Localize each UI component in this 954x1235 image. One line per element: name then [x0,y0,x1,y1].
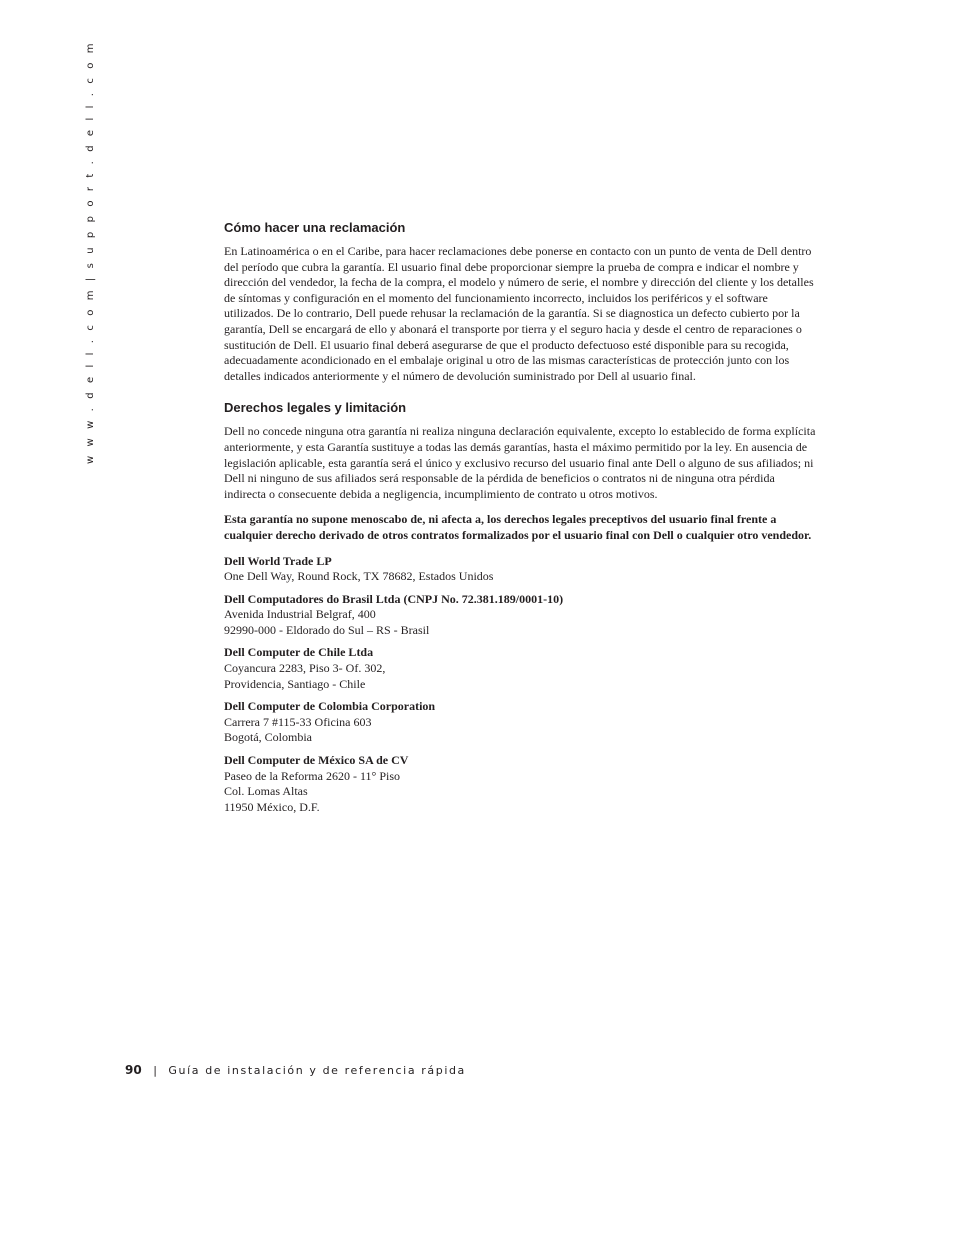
footer-title: Guía de instalación y de referencia rápida [168,1064,466,1077]
address-line: 11950 México, D.F. [224,799,320,814]
address-block [224,753,816,815]
section-title: Cómo hacer una reclamación [224,220,406,235]
section-como-hacer-reclamacion [224,218,816,384]
page-footer [125,1062,466,1079]
address-line: Paseo de la Reforma 2620 - 11° Piso [224,768,400,783]
section-title: Derechos legales y limitación [224,400,407,416]
footer-separator: | [153,1064,157,1077]
page-number: 90 [125,1063,142,1077]
company-name: Dell Computadores do Brasil Ltda (CNPJ No. 72.381.189/0001-10) [224,591,564,606]
company-name: Dell Computer de Colombia Corporation [224,699,436,714]
address-line: Bogotá, Colombia [224,730,312,745]
address-block [224,699,816,746]
company-name: Dell World Trade LP [224,553,332,568]
address-line: Carrera 7 #115-33 Oficina 603 [224,714,372,729]
address-line: Col. Lomas Altas [224,784,308,799]
address-line: One Dell Way, Round Rock, TX 78682, Estados Unidos [224,569,494,584]
section-paragraph: En Latinoamérica o en el Caribe, para hacer reclamaciones debe ponerse en contacto con un punto de venta de Dell dentro del período que cubra la garantía. El usuario final debe proporcionar siempre la prueba de compra e indicar el nombre y dirección del vendedor, la fecha de la compra, el modelo y número de serie, el nombre y dirección del cliente y los detalles de síntomas y configuración en el momento del funcionamiento incorrecto, incluidos los periféricos y el software utilizados. De lo contrario, Dell puede rehusar la reclamación de la garantía. Si se diagnostica un defecto cubierto por la garantía, Dell se encargará de ello y abonará el transporte por tierra y el seguro hacia y desde el centro de reparaciones o sustitución de Dell. El usuario final deberá asegurarse de que el producto defectuoso esté disponible para su recogida, adecuadamente acondicionado en el embalaje original u otro de las mismas características de protección junto con los detalles indicados anteriormente y el número de devolución suministrado por Dell al usuario final. [224,244,814,383]
address-list [224,554,816,816]
company-name: Dell Computer de Chile Ltda [224,645,374,660]
address-block [224,592,816,639]
section-derechos-legales [224,398,816,543]
section-paragraph: Dell no concede ninguna otra garantía ni realiza ninguna declaración equivalente, excepto lo establecido de forma explícita anteriormente, y esta Garantía sustituye a todas las demás garantías, hasta el máximo permitido por la ley. En ausencia de legislación aplicable, esta garantía será el único y exclusivo recurso del usuario final ante Dell o alguno de sus afiliados; ni Dell ni ninguno de sus afiliados será responsable de la pérdida de beneficios o contratos ni de ninguna otra pérdida indirecta o consecuente debida a negligencia, incumplimiento de contrato u otros motivos. [224,424,816,501]
section-bold-paragraph: Esta garantía no supone menoscabo de, ni afecta a, los derechos legales preceptivos del usuario final frente a cualquier derecho derivado de otros contratos formalizados por el usuario final con Dell o cualquier otro vendedor. [224,512,812,542]
address-line: Coyancura 2283, Piso 3- Of. 302, [224,661,386,676]
address-block [224,645,816,692]
side-url: w w w . d e l l . c o m | s u p p o r t . d e l l . c o m [85,40,96,464]
address-line: Providencia, Santiago - Chile [224,676,366,691]
address-line: 92990-000 - Eldorado do Sul – RS - Brasil [224,622,430,637]
page-content [224,218,816,822]
address-block [224,554,816,585]
company-name: Dell Computer de México SA de CV [224,753,409,768]
address-line: Avenida Industrial Belgraf, 400 [224,607,376,622]
